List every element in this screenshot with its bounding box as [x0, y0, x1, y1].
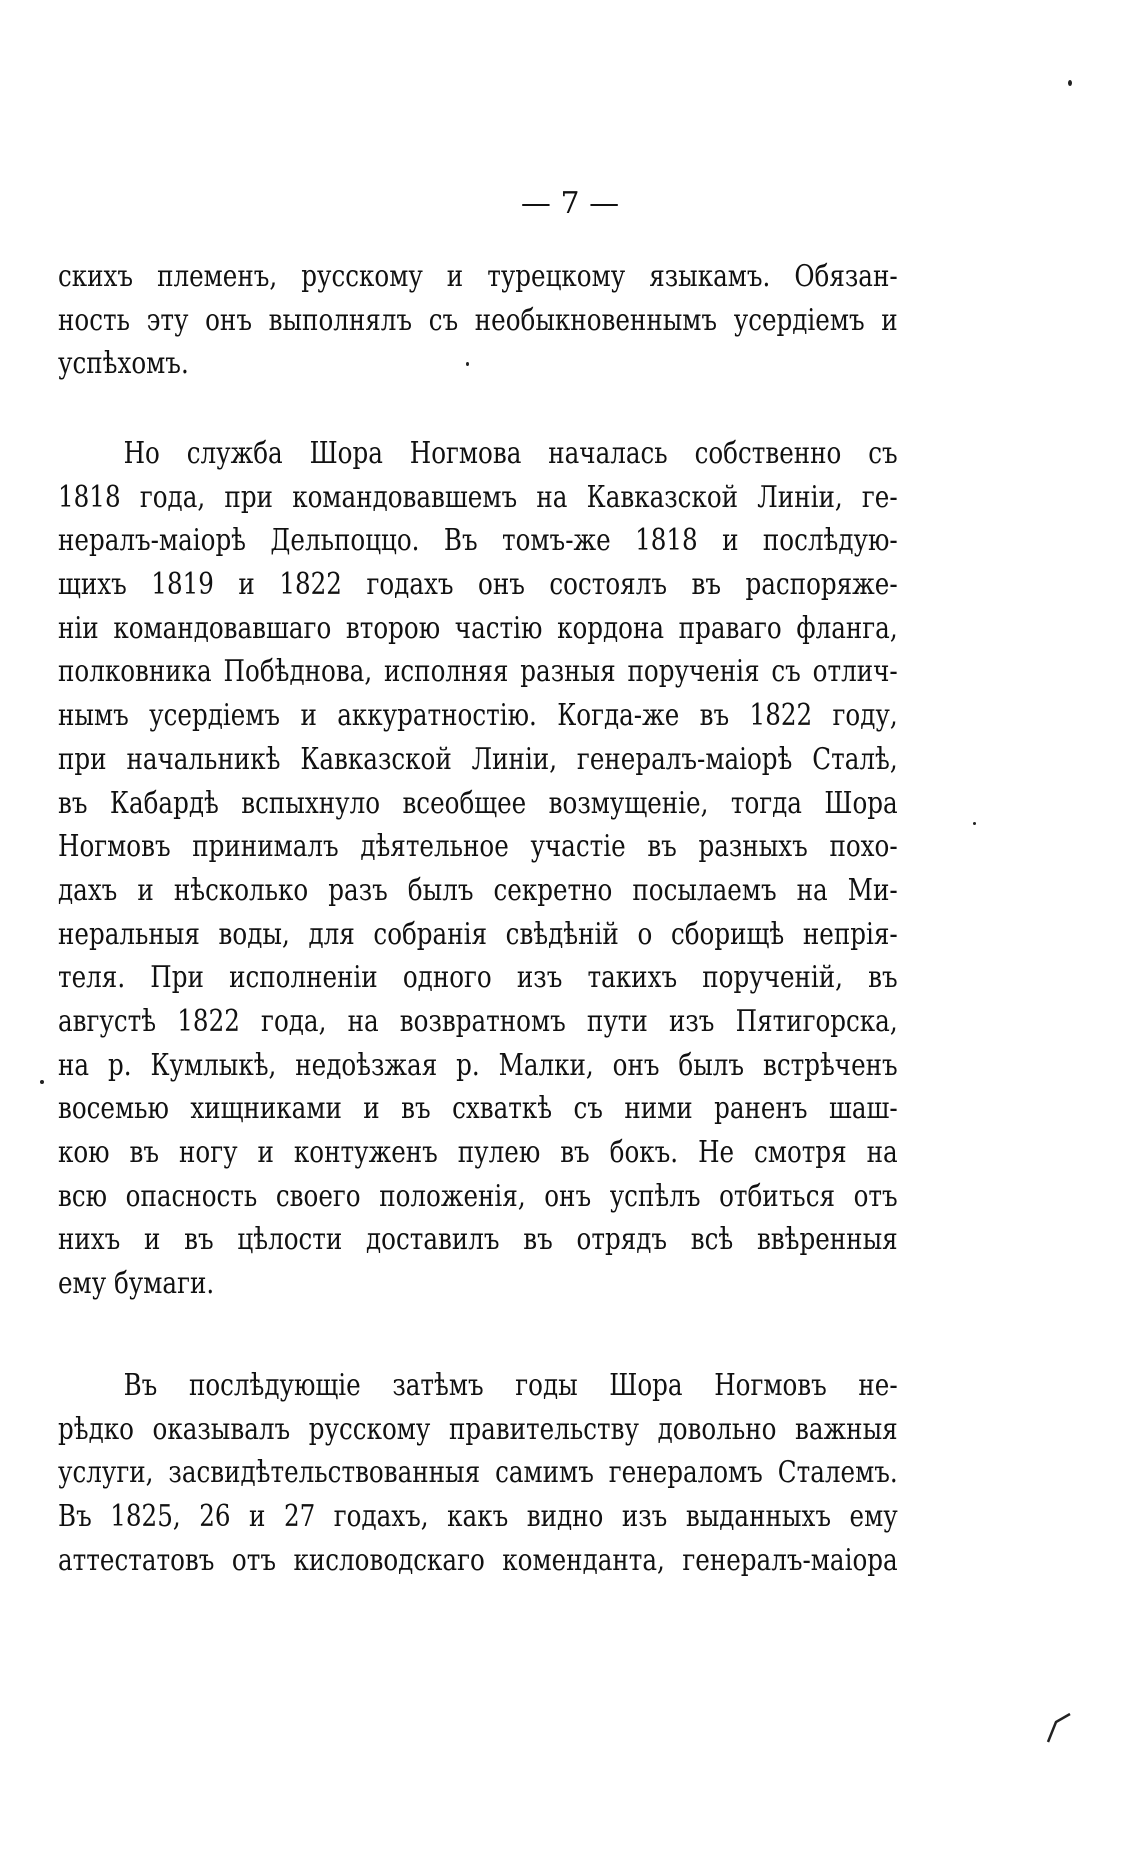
text-line: дахъ и нѣсколько разъ былъ секретно посылаемъ на Ми- — [58, 872, 898, 908]
text-line: аттестатовъ отъ кисловодскаго коменданта, генералъ-маіора — [58, 1542, 898, 1578]
text-line: услуги, засвидѣтельствованныя самимъ генераломъ Сталемъ. — [58, 1455, 898, 1491]
scan-mark — [1044, 1708, 1074, 1748]
text-line: успѣхомъ. — [58, 346, 189, 382]
scan-speck — [973, 822, 976, 825]
text-line: всю опасность своего положенія, онъ успѣлъ отбиться отъ — [58, 1178, 898, 1214]
text-line: полковника Побѣднова, исполняя разныя порученія съ отлич- — [58, 654, 898, 690]
scan-speck — [1068, 80, 1072, 86]
text-line: августѣ 1822 года, на возвратномъ пути изъ Пятигорска, — [58, 1003, 898, 1039]
text-line: при начальникѣ Кавказской Линіи, генералъ-маіорѣ Сталѣ, — [58, 741, 898, 777]
text-line: 1818 года, при командовавшемъ на Кавказской Линіи, ге- — [58, 479, 898, 515]
text-line: скихъ племенъ, русскому и турецкому языкамъ. Обязан- — [58, 259, 898, 294]
text-line: ность эту онъ выполнялъ съ необыкновеннымъ усердіемъ и — [58, 302, 898, 338]
text-line: на р. Кумлыкѣ, недоѣзжая р. Малки, онъ былъ встрѣченъ — [58, 1047, 898, 1083]
paragraph-2 — [58, 432, 898, 1306]
text-line: нихъ и въ цѣлости доставилъ въ отрядъ всѣ ввѣренныя — [58, 1222, 898, 1258]
text-line: нымъ усердіемъ и аккуратностію. Когда-же въ 1822 году, — [58, 698, 898, 734]
text-line: въ Кабардѣ вспыхнуло всеобщее возмущеніе, тогда Шора — [58, 785, 898, 821]
page-number: — 7 — — [520, 186, 620, 221]
text-line: щихъ 1819 и 1822 годахъ онъ состоялъ въ распоряже- — [58, 567, 898, 603]
scan-speck — [466, 362, 469, 366]
text-line: рѣдко оказывалъ русскому правительству довольно важныя — [58, 1411, 898, 1447]
scan-speck — [40, 1080, 44, 1084]
text-line: Въ послѣдующіе затѣмъ годы Шора Ногмовъ не- — [123, 1368, 898, 1403]
text-line: ніи командовавшаго второю частію кордона праваго фланга, — [58, 610, 898, 646]
text-line: Въ 1825, 26 и 27 годахъ, какъ видно изъ выданныхъ ему — [58, 1499, 898, 1535]
paragraph-3 — [58, 1364, 898, 1582]
text-line: ему бумаги. — [58, 1266, 215, 1302]
text-line: восемью хищниками и въ схваткѣ съ ними раненъ шаш- — [58, 1091, 898, 1127]
paragraph-1 — [58, 255, 898, 386]
text-line: теля. При исполненіи одного изъ такихъ порученій, въ — [58, 960, 898, 996]
text-line: Ногмовъ принималъ дѣятельное участіе въ разныхъ похо- — [58, 829, 898, 865]
text-line: нералъ-маіорѣ Дельпоццо. Въ томъ-же 1818 и послѣдую- — [58, 523, 898, 559]
text-line: неральныя воды, для собранія свѣдѣній о сборищѣ непрія- — [58, 916, 898, 952]
text-line: кою въ ногу и контуженъ пулею въ бокъ. Не смотря на — [58, 1135, 898, 1170]
text-line: Но служба Шора Ногмова началась собственно съ — [123, 436, 898, 471]
